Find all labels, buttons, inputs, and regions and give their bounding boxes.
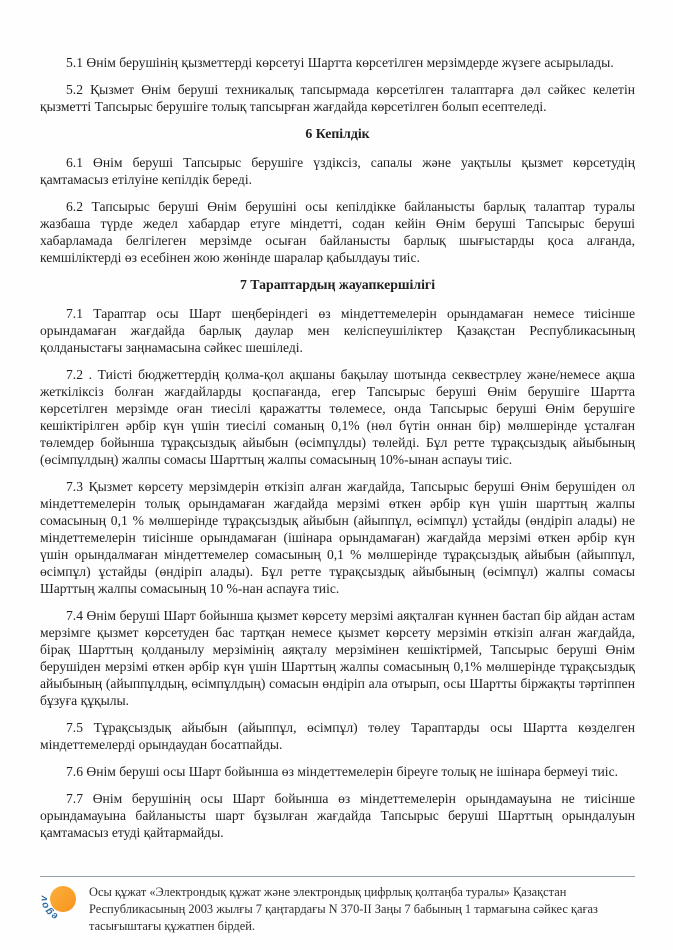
clause-7-5: 7.5 Тұрақсыздық айыбын (айыппұл, өсімпұл) төлеу Тараптарды осы Шартта көзделген міндеттемелерді орындаудан босатпайды. xyxy=(40,720,635,752)
clause-7-4: 7.4 Өнім беруші Шарт бойынша қызмет көрсету мерзімі аяқталған күннен бастап бір айдан астам мерзімге қызмет көрсетуден бас тартқан немесе қызмет көрсету мерзімін өткізіп алған жағдайда, бірақ Шарттың қолданылу мерзімінің аяқталу мерзімінен кешіктірмей, Тапсырыс беруші Өнім берушіден мерзімі өткен әрбір күн үшін Шарттың жалпы сомасының 0,1% мөлшерінде тұрақсыздық айыбының (айыппұлдың, өсімпұлдың) сомасын өндіріп ала отырып, осы Шартты біржақты тәртіппен бұзуға құқылы. xyxy=(40,608,635,708)
clause-7-6: 7.6 Өнім беруші осы Шарт бойынша өз міндеттемелерін біреуге толық не ішінара бермеуі тиіс. xyxy=(66,764,618,779)
section-6-heading: 6 Кепілдік xyxy=(305,126,370,141)
clause-6-2: 6.2 Тапсырыс беруші Өнім берушіні осы кепілдікке байланысты барлық талаптар туралы жазбаша түрде жедел хабардар етуге міндетті, содан кейін Өнім беруші Тапсырыс беруші хабарламада белгілеген мерзімде осыған байланысты барлық шығыстарды қоса алғанда, кемшіліктерді өз есебінен жою жөнінде шаралар қабылдауы тиіс. xyxy=(40,199,635,265)
egov-logo-icon xyxy=(40,884,80,928)
clause-7-7: 7.7 Өнім берушінің осы Шарт бойынша өз міндеттемелерін орындамауына не тиісінше орындамауына байланысты шарт бұзылған жағдайда Тапсырыс беруші Шарттың орындалуын қамтамасыз етуді қайтармайды. xyxy=(40,791,635,840)
egov-logo-circle xyxy=(50,886,76,912)
clause-5-1: 5.1 Өнім берушінің қызметтерді көрсетуі Шартта көрсетілген мерзімдерде жүзеге асырылады. xyxy=(66,55,614,70)
digital-signature-footer xyxy=(40,876,635,935)
footer-divider xyxy=(40,876,635,877)
clause-5-2: 5.2 Қызмет Өнім беруші техникалық тапсырмада көрсетілген талаптарға дәл сәйкес келетін қызметті Тапсырыс берушіге толық тапсырған жағдайда көрсетілген болып есептеледі. xyxy=(40,82,635,114)
footer-row xyxy=(40,883,635,935)
legal-equivalence-note: Осы құжат «Электрондық құжат және электрондық цифрлық қолтаңба туралы» Қазақстан Республикасының 2003 жылғы 7 қаңтардағы N 370-II Заңы 7 бабының 1 тармағына сәйкес қағаз тасығыштағы құжатпен бірдей. xyxy=(89,885,598,933)
clause-7-3: 7.3 Қызмет көрсету мерзімдерін өткізіп алған жағдайда, Тапсырыс беруші Өнім берушіден ол міндеттемелерін толық орындамаған жағдайда мерзімі өткен әрбір күн үшін шарттың жалпы сомасының 0,1 % мөлшерінде тұрақсыздық айыбын (айыппұл, өсімпұл) ұстайды (өндіріп алады) не міндеттемелерін тиісінше орындамаған (ішінара орындамаған) жағдайда мерзімі өткен әрбір күн үшін орындалмаған міндеттемелер сомасының 0,1 % мөлшерінде тұрақсыздық айыбын (айыппұл, өсімпұл) ұстайды (өндіріп алады). Бұл ретте тұрақсыздық айыбының (өсімпұл) жалпы сомасы Шарттың жалпы сомасының 10 %-нан аспауға тиіс. xyxy=(40,479,635,596)
clause-7-1: 7.1 Тараптар осы Шарт шеңберіндегі өз міндеттемелерін орындамаған немесе тиісінше орындамаған жағдайда барлық даулар мен келіспеушіліктер Қазақстан Республикасының қолданыстағы заңнамасына сәйкес шешіледі. xyxy=(40,306,635,355)
clause-7-2: 7.2 . Тиісті бюджеттердің қолма-қол ақшаны бақылау шотында секвестрлеу және/немесе ақша жеткіліксіз болған жағдайларды қоспағанда, егер Тапсырыс беруші Өнім берушіге Шартта көрсетілген мерзімде оған тиесілі қаражатты төлемесе, онда Тапсырыс беруші Өнім берушіге кешіктірілген әрбір күн үшін тиесілі соманың 0,1% (нөл бүтін оннан бір) мөлшерінде ұсталған төлемдер бойынша тұрақсыздық айыбын (өсімпұлды) төлейді. Бұл ретте тұрақсыздық айыбының (өсімпұлдың) жалпы сомасы Шарттың жалпы сомасының 10%-ынан аспауы тиіс. xyxy=(40,367,635,467)
clause-6-1: 6.1 Өнім беруші Тапсырыс берушіге үздіксіз, сапалы және уақтылы қызмет көрсетудің қамтамасыз етілуіне кепілдік береді. xyxy=(40,155,635,187)
egov-logo-text: egov xyxy=(40,895,60,922)
section-7-heading: 7 Тараптардың жауапкершілігі xyxy=(239,277,436,292)
